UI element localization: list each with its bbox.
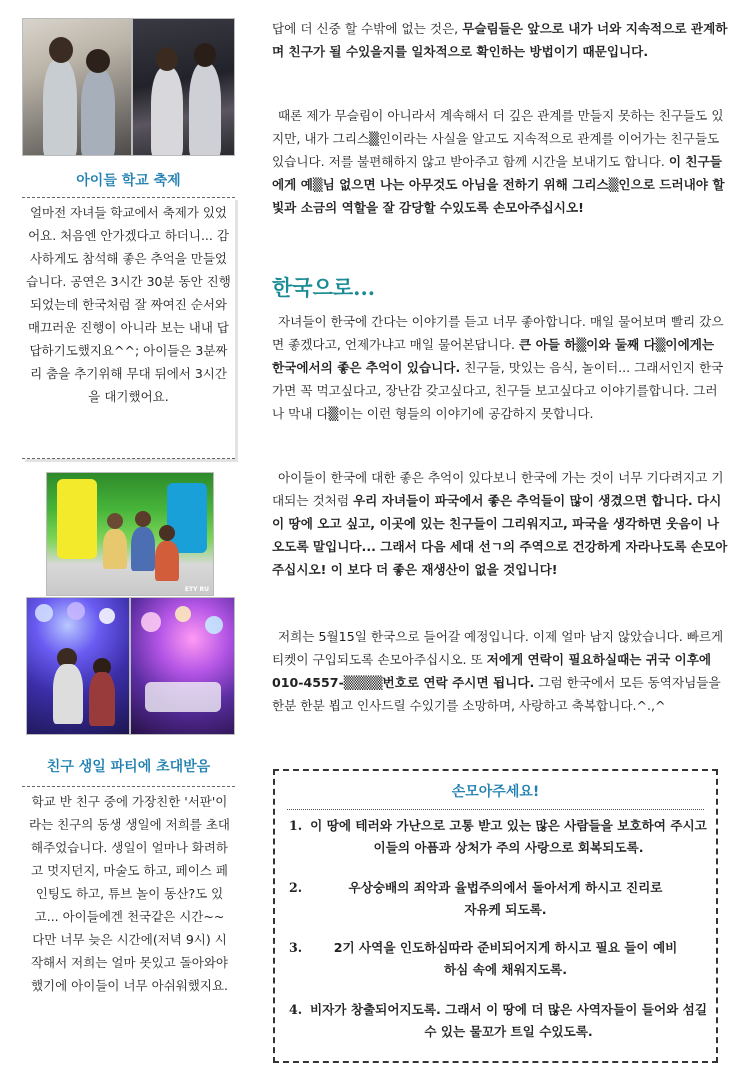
prayer-divider [287, 809, 704, 810]
party-title: 친구 생일 파티에 초대받음 [46, 759, 211, 775]
party-photo-left [26, 597, 130, 735]
korea-p2-text: 아이들이 한국에 대한 좋은 추억이 있다보니 한국에 가는 것이 너무 기다려지고 기대되는 것처럼 [272, 470, 724, 508]
korea-paragraph-2 [272, 466, 728, 581]
korea-paragraph-3 [272, 625, 728, 717]
prayer-item-number: 2. [289, 880, 303, 895]
korea-p3-text: 저희는 5월15일 한국으로 들어갈 예정입니다. 이제 얼마 남지 않았습니다. 빠르게 티켓이 구입되도록 손모아주십시오. 또 [272, 629, 724, 667]
prayer-item-text: 우상숭배의 죄악과 율법주의에서 돌아서게 하시고 진리로 자유케 되도록. [348, 880, 663, 917]
intro-p1-text: 답에 더 신중 할 수밖에 없는 것은, [272, 21, 463, 36]
festival-photo-left [22, 18, 132, 156]
party-text: 학교 반 친구 중에 가장친한 '서판'이라는 친구의 동생 생일에 저희를 초대해주었습니다. 생일이 얼마나 화려하고 멋지던지, 마술도 하고, 페이스 페인팅도 하고, 튜브 놀이 동산?도 있고... 아이들에겐 천국같은 시간~~ 다만 너무 늦은 시간에(저녁 9시) 시작해서 저희는 얼마 못있고 돌아와야했기에 아이들이 너무 아쉬워했지요. [29, 794, 230, 993]
prayer-title: 손모아주세요! [451, 784, 540, 800]
prayer-item-text: 이 땅에 테러와 가난으로 고통 받고 있는 많은 사람들을 보호하여 주시고 이들의 아픔과 상처가 주의 사랑으로 회복되도록. [310, 818, 707, 855]
korea-section-title: 한국으로... [272, 275, 376, 300]
korea-p1-bold: 큰 아들 하▒이와 둘째 다▒이에게는 한국에서의 좋은 추억이 있습니다. [272, 337, 715, 375]
korea-p2-bold: 우리 자녀들이 파국에서 좋은 추억들이 많이 생겼으면 합니다. 다시 이 땅에 오고 싶고, 이곳에 있는 친구들이 그리워지고, 파국을 생각하면 웃음이 나오도록 말입니다... 그래서 다음 세대 선ㄱ의 주역으로 건강하게 자라나도록 손모아주십시오! 이 보다 더 좋은 재생산이 없을 것입니다! [272, 493, 728, 577]
festival-text: 얼마전 자녀들 학교에서 축제가 있었어요. 처음엔 안가겠다고 하더니... 감사하게도 참석해 좋은 추억을 만들었습니다. 공연은 3시간 30분 동안 진행되었는데 한국처럼 잘 짜여진 순서와 매끄러운 진행이 아니라 보는 내내 답답하기도했지요^^; 아이들은 3분짜리 춤을 추기위해 무대 뒤에서 3시간을 대기했어요. [26, 205, 231, 404]
festival-text-box [22, 197, 235, 459]
prayer-item-4 [281, 999, 710, 1043]
intro-paragraph-1 [272, 17, 728, 63]
party-photo-bouncy [46, 472, 214, 596]
festival-photo-right [132, 18, 235, 156]
korea-paragraph-1 [272, 310, 728, 425]
korea-p1-text: 자녀들이 한국에 간다는 이야기를 듣고 너무 좋아합니다. 매일 물어보며 빨리 갔으면 좋겠다고, 언제가냐고 매일 물어본답니다. [272, 314, 724, 352]
prayer-item-1 [281, 815, 710, 859]
prayer-item-text: 비자가 창출되어지도록. 그래서 이 땅에 더 많은 사역자들이 들어와 섬길 수 있는 물꼬가 트일 수있도록. [309, 1002, 708, 1039]
prayer-item-number: 4. [289, 1002, 303, 1017]
party-photo-watermark: ETY RU [184, 586, 209, 593]
prayer-request-box [273, 769, 718, 1063]
korea-p1-tail: 친구들, 맛있는 음식, 놀이터... 그래서인지 한국가면 꼭 먹고싶다고, 장난감 갖고싶다고, 친구들 보고싶다고 이야기를합니다. 그러나 막내 다▒이는 이런 형들의 이야기에 공감하지 못합니다. [272, 360, 724, 421]
korea-p3-tail: 그럼 한국에서 모든 동역자님들을 한분 한분 뵙고 인사드릴 수있기를 소망하며, 사랑하고 축복합니다.^.,^ [272, 675, 721, 713]
intro-paragraph-2 [272, 104, 728, 219]
prayer-item-2 [281, 877, 710, 921]
korea-p3-bold: 저에게 연락이 필요하실때는 귀국 이후에 010-4557-▒▒▒▒번호로 연락 주시면 됩니다. [272, 652, 712, 690]
prayer-item-3 [281, 937, 710, 981]
prayer-item-number: 1. [289, 818, 303, 833]
prayer-item-text: 2기 사역을 인도하심따라 준비되어지게 하시고 필요 들이 예비하심 속에 채워지도록. [333, 940, 678, 977]
intro-p2-bold: 이 친구들에게 예▒님 없으면 나는 아무것도 아님을 전하기 위해 그리스▒인으로 드러내야 할 빛과 소금의 역할을 잘 감당할 수있도록 손모아주십시오! [272, 154, 725, 215]
intro-p2-text: 때론 제가 무슬림이 아니라서 계속해서 더 깊은 관계를 만들지 못하는 친구들도 있지만, 내가 그리스▒인이라는 사실을 알고도 지속적으로 관계를 이어가는 친구들도 있습니다. 저를 불편해하지 않고 받아주고 함께 시간을 보내기도 합니다. [272, 108, 724, 169]
prayer-item-number: 3. [289, 940, 303, 955]
intro-p1-bold: 무슬림들은 앞으로 내가 너와 지속적으로 관계하며 친구가 될 수있을지를 일차적으로 확인하는 방법이기 때문입니다. [272, 21, 728, 59]
party-text-box [22, 786, 235, 1058]
party-photo-right [130, 597, 235, 735]
festival-title: 아이들 학교 축제 [76, 173, 181, 189]
